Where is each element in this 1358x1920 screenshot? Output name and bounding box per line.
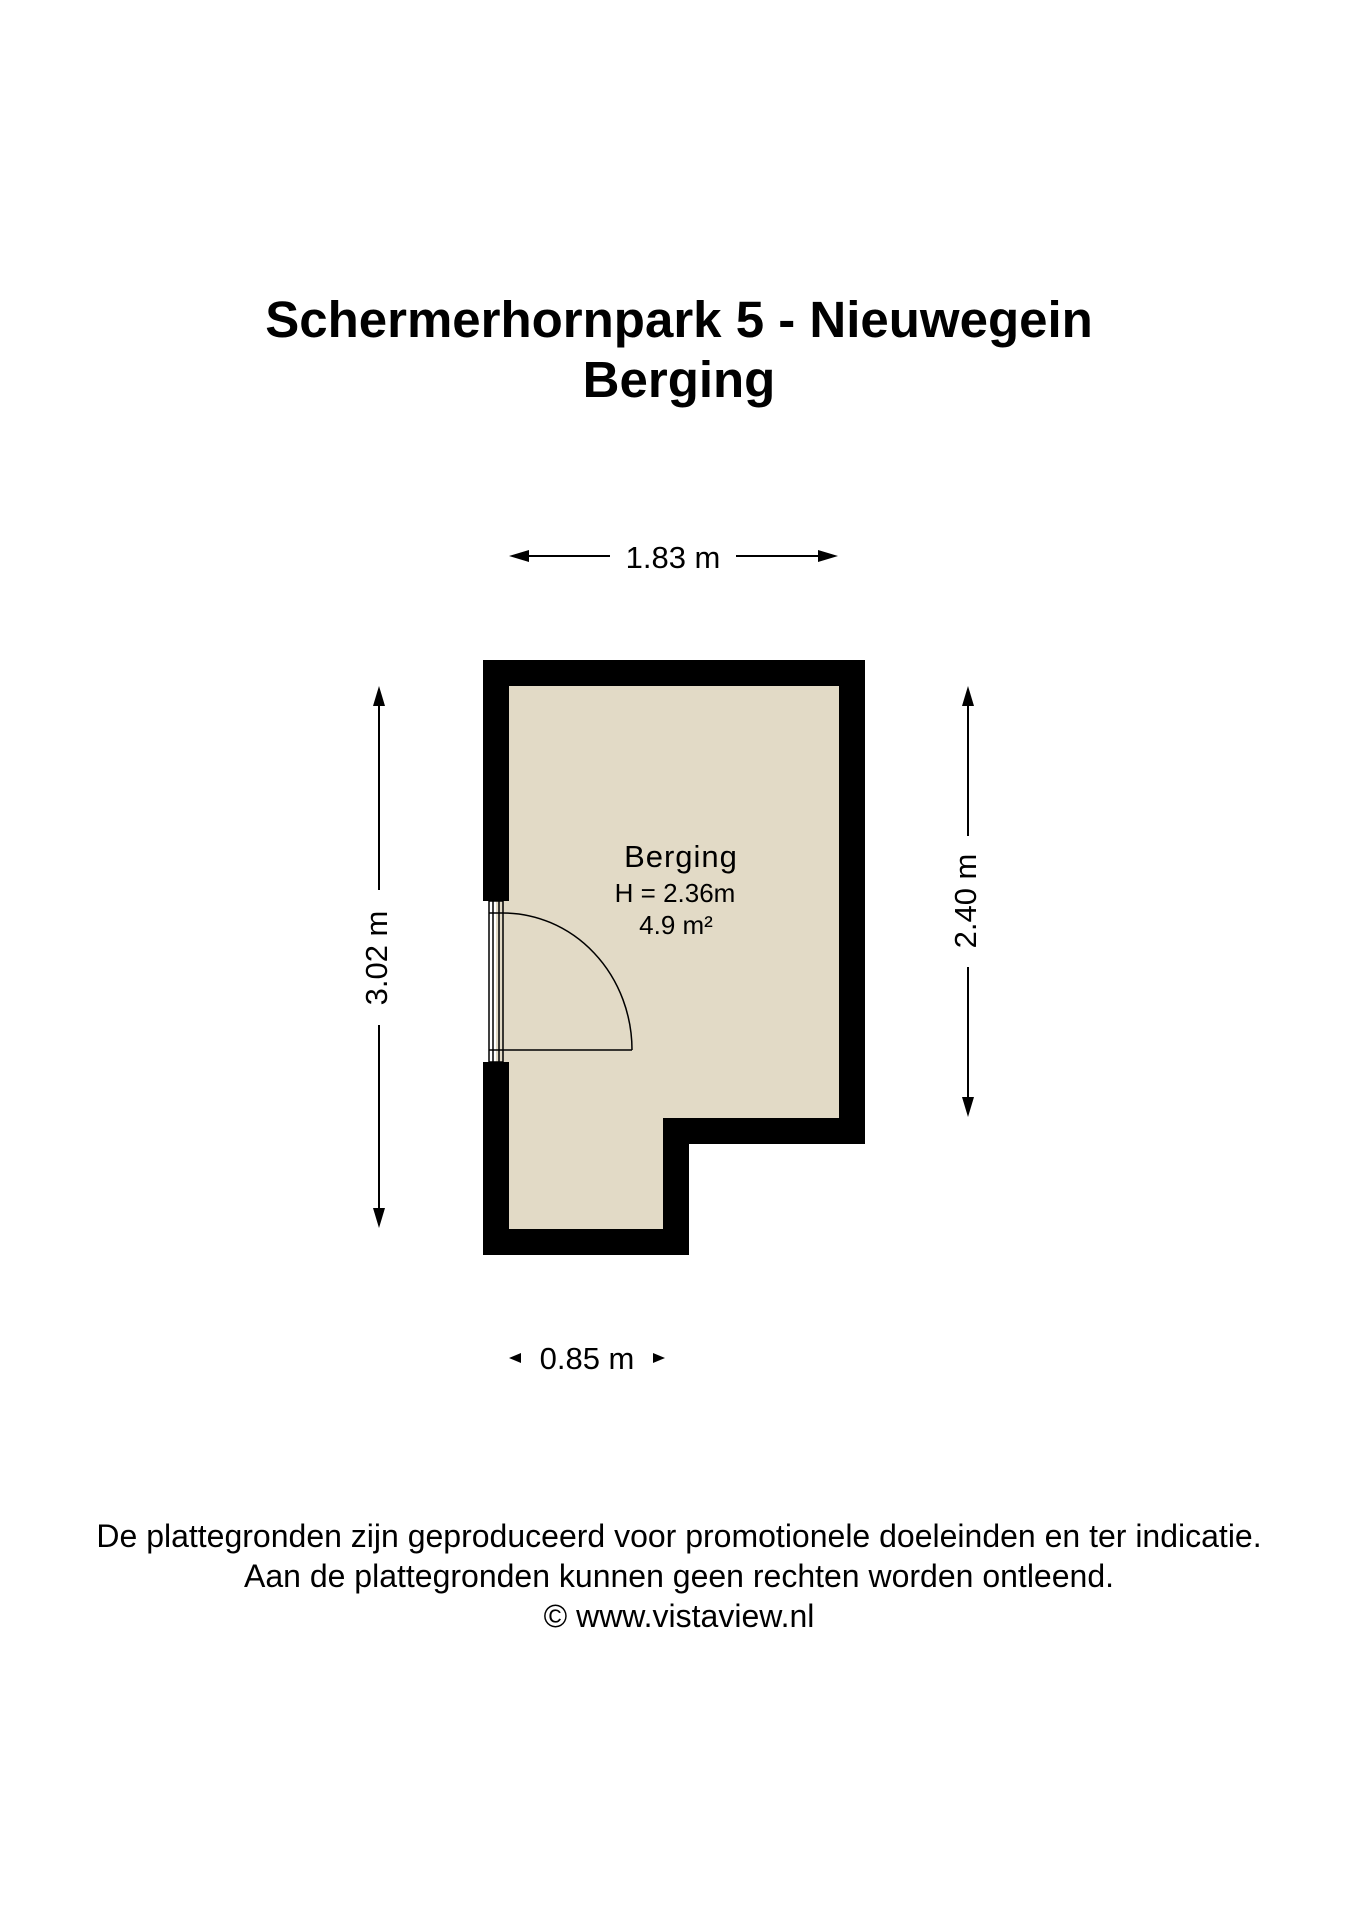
arrow-up-icon — [962, 686, 974, 706]
dimension-bottom-width-label: 0.85 m — [539, 1341, 635, 1376]
dimension-left-height-label: 3.02 m — [359, 910, 395, 1006]
arrow-down-icon — [373, 1208, 385, 1228]
room-area-label: 4.9 m² — [639, 910, 713, 940]
wall-step-horizontal — [663, 1118, 865, 1144]
dimension-top-width-label: 1.83 m — [625, 540, 721, 575]
arrow-right-icon — [653, 1353, 665, 1363]
wall-left-upper — [483, 660, 509, 901]
wall-bottom — [483, 1229, 689, 1255]
dimension-right-height-label: 2.40 m — [948, 853, 984, 949]
dimension-right-height — [948, 686, 983, 1117]
dimension-top-width — [509, 540, 838, 575]
wall-left-lower — [483, 1062, 509, 1255]
arrow-left-icon — [509, 550, 529, 562]
wall-right — [839, 660, 865, 1144]
room-name-label: Berging — [624, 839, 738, 874]
room-height-label: H = 2.36m — [614, 878, 736, 908]
wall-top — [483, 660, 865, 686]
dimension-bottom-width — [509, 1341, 665, 1376]
disclaimer-line-2: Aan de plattegronden kunnen geen rechten worden ontleend. — [243, 1558, 1114, 1594]
arrow-down-icon — [962, 1097, 974, 1117]
arrow-up-icon — [373, 686, 385, 706]
dimension-left-height — [359, 686, 394, 1228]
arrow-right-icon — [818, 550, 838, 562]
plan-title: Schermerhornpark 5 - Nieuwegein — [265, 291, 1093, 348]
plan-subtitle: Berging — [582, 351, 776, 408]
copyright-line: © www.vistaview.nl — [543, 1598, 815, 1634]
disclaimer-line-1: De plattegronden zijn geproduceerd voor promotionele doeleinden en ter indicatie. — [96, 1518, 1262, 1554]
arrow-left-icon — [509, 1353, 521, 1363]
